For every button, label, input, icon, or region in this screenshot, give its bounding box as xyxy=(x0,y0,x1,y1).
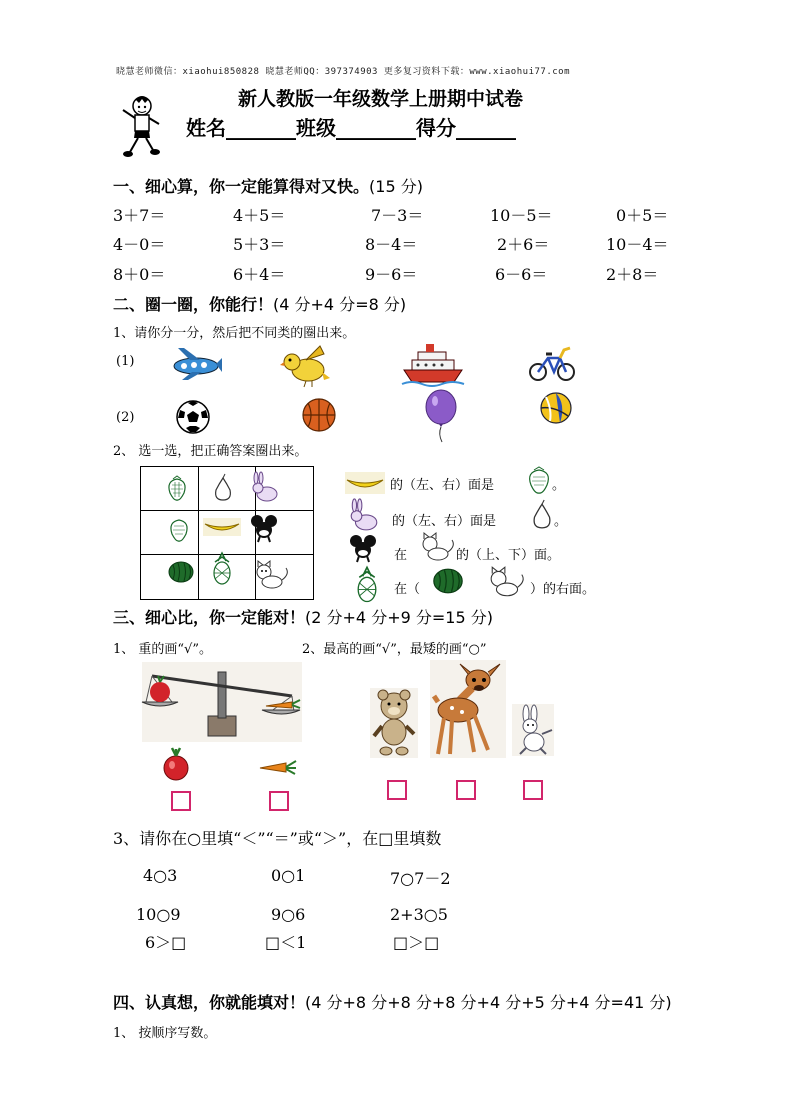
answer-box[interactable] xyxy=(269,791,289,811)
cat-icon xyxy=(488,566,526,598)
answer-box[interactable] xyxy=(387,780,407,800)
rabbit-icon xyxy=(348,500,380,532)
question-text: 1、请你分一分，然后把不同类的圈出来。 xyxy=(113,326,356,341)
equation: 2＋6＝ xyxy=(497,235,550,254)
equation: 7－3＝ xyxy=(371,206,424,225)
page-title: 新人教版一年级数学上册期中试卷 xyxy=(238,88,524,110)
strawberry-icon xyxy=(166,475,188,501)
cat-icon xyxy=(420,532,456,562)
strawberry-icon xyxy=(168,516,190,542)
question-text: 2、 选一选，把正确答案圈出来。 xyxy=(113,444,308,459)
comparison-item[interactable]: 0○1 xyxy=(271,866,306,885)
row-label: (2) xyxy=(116,410,135,425)
statement-text: 在 xyxy=(394,548,408,563)
section3-heading: 三、细心比，你一定能对！(2 分+4 分+9 分=15 分) xyxy=(113,608,493,627)
comparison-item[interactable]: □＞□ xyxy=(393,933,440,952)
answer-box[interactable] xyxy=(523,780,543,800)
volleyball-icon[interactable] xyxy=(540,392,572,424)
banana-icon xyxy=(345,472,385,494)
bicycle-icon[interactable] xyxy=(528,344,576,382)
mickey-icon xyxy=(349,533,377,563)
pineapple-icon xyxy=(356,565,378,605)
bird-icon[interactable] xyxy=(280,344,330,388)
pear-icon xyxy=(530,500,554,530)
pear-icon xyxy=(212,474,234,502)
header-line: 晓慧老师微信：xiaohui850828 晓慧老师QQ：397374903 更多复习资料下载：www.xiaohui77.com xyxy=(116,67,570,77)
question-text: 1、 重的画“√”。 xyxy=(113,642,212,657)
soccer-ball-icon[interactable] xyxy=(176,400,210,434)
strawberry-icon xyxy=(526,466,552,494)
basketball-icon[interactable] xyxy=(302,398,336,432)
banana-icon xyxy=(203,518,241,536)
cat-icon xyxy=(254,560,290,590)
statement-text: 的（左、右）面是 xyxy=(392,514,497,529)
cartoon-boy-icon xyxy=(120,92,162,160)
equation: 10－5＝ xyxy=(490,206,553,225)
carrot-icon xyxy=(258,758,296,776)
airplane-icon[interactable] xyxy=(170,346,222,382)
deer-icon xyxy=(430,660,506,758)
comparison-item[interactable]: 7○7－2 xyxy=(390,869,451,888)
row-label: (1) xyxy=(116,354,135,369)
equation: 9－6＝ xyxy=(365,265,418,284)
ship-icon[interactable] xyxy=(402,342,464,386)
watermelon-icon xyxy=(432,568,464,594)
comparison-item[interactable]: 9○6 xyxy=(271,905,306,924)
equation: 10－4＝ xyxy=(606,235,669,254)
watermelon-icon xyxy=(168,561,194,583)
statement-text: 的（上、下）面。 xyxy=(456,548,561,563)
radish-icon xyxy=(160,748,192,782)
equation: 5＋3＝ xyxy=(233,235,286,254)
statement-text: 的（左、右）面是 xyxy=(390,478,495,493)
comparison-item[interactable]: 6＞□ xyxy=(145,933,187,952)
rabbit-icon xyxy=(250,473,280,503)
comparison-item[interactable]: □＜1 xyxy=(265,933,307,952)
question-text: 3、请你在○里填“＜”“＝”或“＞”，在□里填数 xyxy=(113,829,442,848)
section2-heading: 二、圈一圈，你能行！(4 分+4 分=8 分) xyxy=(113,295,407,314)
balloon-icon[interactable] xyxy=(424,390,458,442)
statement-text: ）的右面。 xyxy=(530,582,596,597)
comparison-item[interactable]: 2+3○5 xyxy=(390,905,448,924)
bear-icon xyxy=(370,688,418,758)
equation: 6－6＝ xyxy=(495,265,548,284)
equation: 0＋5＝ xyxy=(616,206,669,225)
comparison-item[interactable]: 4○3 xyxy=(143,866,178,885)
balance-scale-icon xyxy=(142,662,302,742)
period-mark: 。 xyxy=(552,478,566,493)
statement-text: 在（ xyxy=(394,582,421,597)
equation: 4－0＝ xyxy=(113,235,166,254)
section1-heading: 一、细心算，你一定能算得对又快。(15 分) xyxy=(113,177,423,196)
answer-box[interactable] xyxy=(171,791,191,811)
equation: 6＋4＝ xyxy=(233,265,286,284)
rabbit-icon xyxy=(512,704,554,756)
equation: 8－4＝ xyxy=(365,235,418,254)
question-text: 2、最高的画“√”，最矮的画“○” xyxy=(302,642,487,657)
comparison-item[interactable]: 10○9 xyxy=(136,905,181,924)
question-text: 1、 按顺序写数。 xyxy=(113,1026,217,1041)
student-info-line: 姓名_______班级________得分______ xyxy=(186,116,516,140)
answer-box[interactable] xyxy=(456,780,476,800)
section4-heading: 四、认真想，你就能填对！(4 分+8 分+8 分+8 分+4 分+5 分+4 分=41 分) xyxy=(113,993,672,1012)
equation: 3＋7＝ xyxy=(113,206,166,225)
mickey-icon xyxy=(250,514,278,542)
equation: 2＋8＝ xyxy=(606,265,659,284)
equation: 4＋5＝ xyxy=(233,206,286,225)
period-mark: 。 xyxy=(554,514,568,529)
pineapple-icon xyxy=(212,553,232,585)
equation: 8＋0＝ xyxy=(113,265,166,284)
